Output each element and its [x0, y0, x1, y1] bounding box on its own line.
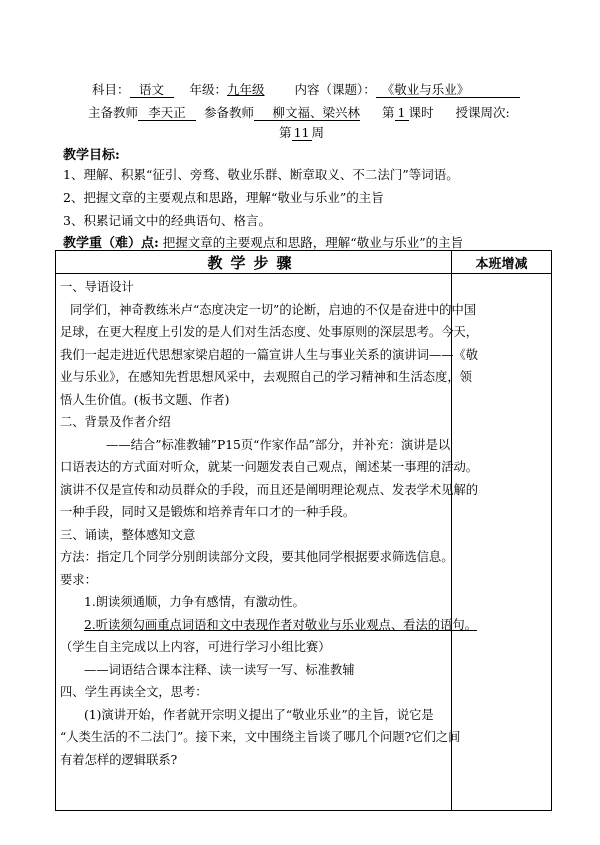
step-line: （学生自主完成以上内容，可进行学习小组比赛） — [60, 640, 331, 654]
key-points — [63, 232, 463, 251]
step-line: ——词语结合课本注释、读一读写一写、标准教辅 — [84, 662, 355, 677]
main-teacher-label: 主备教师 — [88, 105, 139, 120]
steps-column-header: 教学步骤 — [56, 251, 452, 274]
lesson-number: 1 — [395, 106, 409, 121]
step-line: 同学们，神奇教练米卢“态度决定一切”的论断，启迪的不仅是奋进中的中国 — [70, 302, 477, 317]
step-line: 一种手段，同时又是锻炼和培养青年口才的一种手段。 — [60, 505, 356, 519]
step-line: 足球，在更大程度上引发的是人们对生活态度、处事原则的深层思考。今天， — [60, 325, 479, 339]
step-line: 方法：指定几个同学分别朗读部分文段，要其他同学根据要求筛选信息。 — [60, 550, 454, 564]
header-line-3 — [279, 123, 324, 141]
step-line: 有着怎样的逻辑联系? — [60, 752, 178, 767]
week-prefix: 第 — [279, 125, 292, 140]
step-line: 四、学生再读全文，思考： — [60, 685, 208, 699]
lesson-prefix: 第 — [382, 105, 395, 120]
key-points-text: 把握文章的主要观点和思路，理解“敬业与乐业”的主旨 — [162, 235, 464, 250]
goal-item-3: 3、积累记诵文中的经典语句、格言。 — [63, 213, 271, 228]
co-teacher-value: 柳文福、梁兴林 — [254, 106, 360, 121]
content-value: 《敬业与乐业》 — [376, 83, 520, 98]
goal-item-2: 2、把握文章的主要观点和思路，理解“敬业与乐业”的主旨 — [63, 190, 384, 205]
step-line: 1.朗读须通顺，力争有感情，有激动性。 — [84, 595, 305, 609]
step-line: “人类生活的不二法门”。接下来，文中围绕主旨谈了哪几个问题?它们之间 — [60, 730, 461, 744]
header-line-1 — [92, 80, 520, 98]
steps-content-cell — [56, 274, 479, 811]
step-line: ——结合”标准教辅”P15页“作家作品”部分，并补充：演讲是以 — [106, 437, 451, 452]
step-line: 要求： — [60, 572, 97, 587]
grade-label: 年级： — [189, 82, 228, 97]
co-teacher-label: 参备教师 — [204, 105, 255, 120]
goals-title: 教学目标: — [63, 148, 120, 163]
lesson-steps-table — [55, 250, 552, 811]
grade-value: 九年级 — [227, 82, 265, 97]
key-points-label: 教学重（难）点: — [63, 236, 159, 251]
content-label: 内容（课题）： — [294, 82, 376, 97]
subject-value: 语文 — [130, 83, 174, 98]
step-line: 2.听读须勾画重点词语和文中表现作者对敬业与乐业观点、看法的语句。 — [84, 617, 477, 632]
step-line: 演讲不仅是宣传和动员群众的手段，而且还是阐明理论观点、发表学术见解的 — [60, 482, 479, 497]
main-teacher-value: 李天正 — [138, 106, 196, 121]
step-line: 二、背景及作者介绍 — [60, 415, 171, 429]
week-label: 授课周次: — [455, 105, 510, 120]
lesson-suffix: 课时 — [408, 105, 434, 120]
step-line: 悟人生价值。(板书文题、作者) — [60, 392, 230, 407]
goal-item-1: 1、理解、积累“征引、旁骛、敬业乐群、断章取义、不二法门”等词语。 — [63, 167, 459, 182]
week-number: 11 — [292, 126, 312, 141]
step-line: 口语表达的方式面对听众，就某一问题发表自己观点，阐述某一事理的活动。 — [60, 460, 479, 474]
step-line: (1)演讲开始，作者就开宗明义提出了“敬业乐业”的主旨，说它是 — [84, 707, 434, 722]
header-line-2 — [88, 103, 510, 121]
step-line: 一、导语设计 — [60, 280, 134, 294]
step-line: 三、诵读，整体感知文意 — [60, 527, 196, 542]
week-suffix: 周 — [311, 125, 325, 140]
adjust-column-header: 本班增减 — [452, 251, 552, 274]
subject-label: 科目： — [92, 82, 130, 97]
step-line: 业与乐业》，在感知先哲思想风采中，去观照自己的学习精神和生活态度，领 — [60, 370, 472, 384]
step-line: 我们一起走进近代思想家梁启超的一篇宣讲人生与事业关系的演讲词——《敬 — [60, 347, 479, 362]
